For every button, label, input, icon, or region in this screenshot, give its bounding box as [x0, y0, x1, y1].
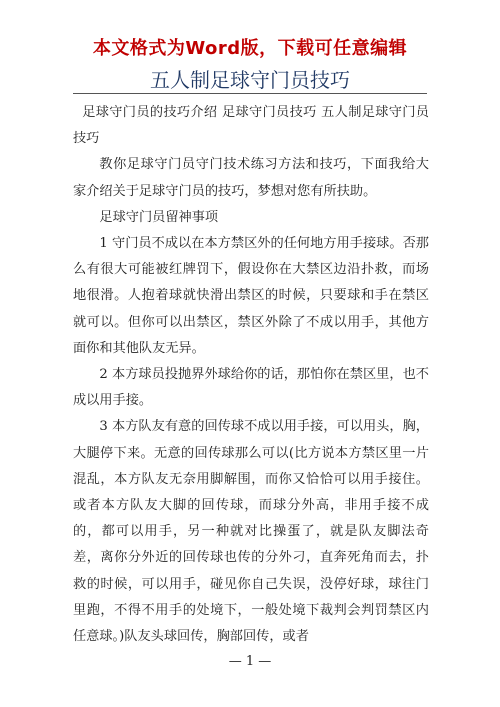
document-body	[73, 100, 429, 650]
document-title: 五人制足球守门员技巧	[150, 68, 350, 92]
title-divider	[73, 93, 427, 94]
rule-paragraph-2: 2 本方球员投抛界外球给你的话，那怕你在禁区里，也不成以用手接。	[73, 367, 429, 409]
rule-paragraph-3: 3 本方队友有意的回传球不成以用手接，可以用头，胸，大腿停下来。无意的回传球那么可以(比方说本方禁区里一片混乱，本方队友无奈用脚解围，而你又恰恰可以用手接住。或者本方队友大脚的回传球，而球分外高，非用手接不成的，都可以用手，另一种就对比操蛋了，就是队友脚法奇差，离你分外近的回传球也传的分外刁，直奔死角而去，扑救的时候，可以用手，碰见你自己失误，没停好球，球往门里跑，不得不用手的处境下，一般处境下裁判会判罚禁区内任意球。)队友头球回传，胸部回传，或者	[73, 419, 429, 645]
rule-paragraph-1: 1 守门员不成以在本方禁区外的任何地方用手接球。否那么有很大可能被红牌罚下，假设你在大禁区边沿扑救，而场地很滑。人抱着球就快滑出禁区的时候，只要球和手在禁区就可以。但你可以出禁区，禁区外除了不成以用手，其他方面你和其他队友无异。	[73, 236, 429, 356]
keywords-paragraph: 足球守门员的技巧介绍 足球守门员技巧 五人制足球守门员技巧	[73, 105, 429, 147]
intro-paragraph: 教你足球守门员守门技术练习方法和技巧，下面我给大家介绍关于足球守门员的技巧，梦想对您有所扶助。	[73, 157, 429, 199]
section-heading: 足球守门员留神事项	[99, 209, 219, 225]
page-number: — 1 —	[228, 654, 272, 669]
download-banner: 本文格式为Word版，下载可任意编辑	[92, 38, 408, 59]
